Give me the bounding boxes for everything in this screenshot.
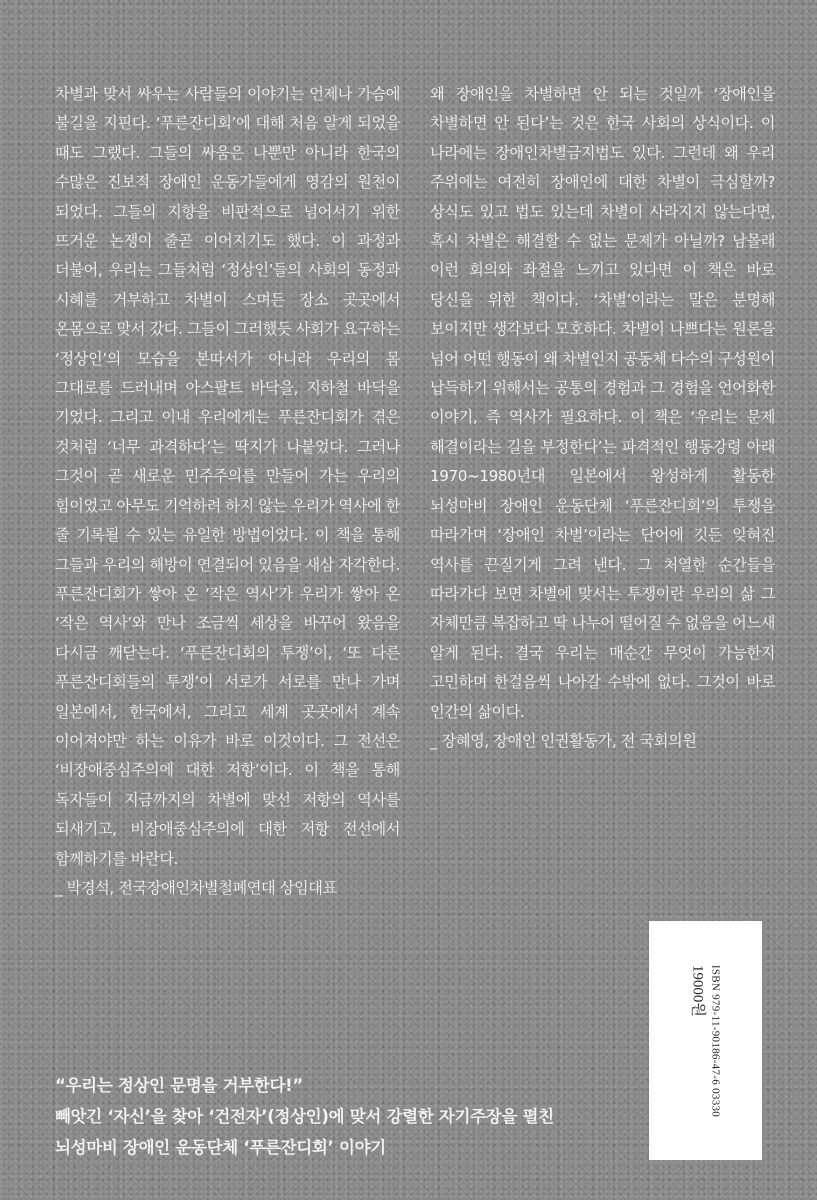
endorsement-right-body: 왜 장애인을 차별하면 안 되는 것일까 ‘장애인을 차별하면 안 된다’는 것은 한국 사회의 상식이다. 이 나라에는 장애인차별금지법도 있다. 그런데 왜 우리 주위에는 여전히 장애인에 대한 차별이 극심할까? 상식도 있고 법도 있는데 차별이 사라지지 않는다면, 혹시 차별은 해결할 수 없는 문제가 아닐까? 남몰래 이런 회의와 좌절을 느끼고 있다면 이 책은 바로 당신을 위한 책이다. ‘차별’이라는 말은 분명해 보이지만 생각보다 모호하다. 차별이 나쁘다는 원론을 넘어 어떤 행동이 왜 차별인지 공동체 다수의 구성원이 납득하기 위해서는 공통의 경험과 그 경험을 언어화한 이야기, 즉 역사가 필요하다. 이 책은 ‘우리는 문제 해결이라는 길을 부정한다’는 파격적인 행동강령 아래 1970~1980년대 일본에서 왕성하게 활동한 뇌성마비 장애인 운동단체 ‘푸른잔디회’의 투쟁을 따라가며 ‘장애인 차별’이라는 단어에 깃든 잊혀진 역사를 끈질기게 그려 낸다. 그 처열한 순간들을 따라가다 보면 차별에 맞서는 투쟁이란 우리의 삶 그 자체만큼 복잡하고 딱 나누어 떨어질 수 없음을 어느새 알게 된다. 결국 우리는 매순간 무엇이 가능한지 고민하며 한걸음씩 나아갈 수밖에 없다. 그것이 바로 인간의 삶이다.	[430, 85, 776, 721]
endorsement-left-signature: _ 박경석, 전국장애인차별철폐연대 상임대표	[55, 878, 337, 897]
price-label: 19000원	[689, 964, 706, 1017]
isbn-barcode-box	[649, 921, 762, 1160]
back-cover-tagline	[55, 1070, 554, 1163]
tagline-quote: “우리는 정상인 문명을 거부한다!”	[55, 1076, 303, 1095]
isbn-number: ISBN 979-11-90186-47-6 03330	[709, 964, 722, 1118]
endorsement-right	[430, 80, 775, 756]
tagline-line-3: 뇌성마비 장애인 운동단체 ‘푸른잔디회’ 이야기	[55, 1138, 386, 1157]
isbn-text-rotated	[688, 965, 723, 1117]
endorsement-right-signature: _ 장혜영, 장애인 인권활동가, 전 국회의원	[430, 731, 697, 750]
endorsement-left-body: 차별과 맞서 싸우는 사람들의 이야기는 언제나 가슴에 불길을 지핀다. ‘푸른잔디회’에 대해 처음 알게 되었을 때도 그랬다. 그들의 싸움은 나뿐만 아니라 한국의 수많은 진보적 장애인 운동가들에게 영감의 원천이 되었다. 그들의 지향을 비판적으로 넘어서기 위한 뜨거운 논쟁이 줄곧 이어지기도 했다. 이 과정과 더불어, 우리는 그들처럼 ‘정상인’들의 사회의 동정과 시혜를 거부하고 차별이 스며든 장소 곳곳에서 온몸으로 맞서 갔다. 그들이 그러했듯 사회가 요구하는 ‘정상인’의 모습을 본따서가 아니라 우리의 몸 그대로를 드러내며 아스팔트 바닥을, 지하철 바닥을 기었다. 그리고 이내 우리에게는 푸른잔디회가 겪은 것처럼 ‘너무 과격하다’는 딱지가 나붙었다. 그러나 그것이 곧 새로운 민주주의를 만들어 가는 우리의 힘이었고 아무도 기억하려 하지 않는 우리가 역사에 한 줄 기록될 수 있는 유일한 방법이었다. 이 책을 통해 그들과 우리의 해방이 연결되어 있음을 새삼 자각한다. 푸른잔디회가 쌓아 온 ‘작은 역사’가 우리가 쌓아 온 ‘작은 역사’와 만나 조금씩 세상을 바꾸어 왔음을 다시금 깨닫는다. ‘푸른잔디회의 투쟁’이, ‘또 다른 푸른잔디회들의 투쟁’이 서로가 서로를 만나 가며 일본에서, 한국에서, 그리고 세계 곳곳에서 계속 이어져야만 하는 이유가 바로 이것이다. 그 전선은 ‘비장애중심주의에 대한 저항’이다. 이 책을 통해 독자들이 지금까지의 차별에 맞선 저항의 역사를 되새기고, 비장애중심주의에 대한 저항 전선에서 함께하기를 바란다.	[55, 85, 400, 868]
endorsement-left	[55, 80, 400, 903]
tagline-line-2: 빼앗긴 ‘자신’을 찾아 ‘건전자’(정상인)에 맞서 강렬한 자기주장을 펼친	[55, 1107, 554, 1126]
